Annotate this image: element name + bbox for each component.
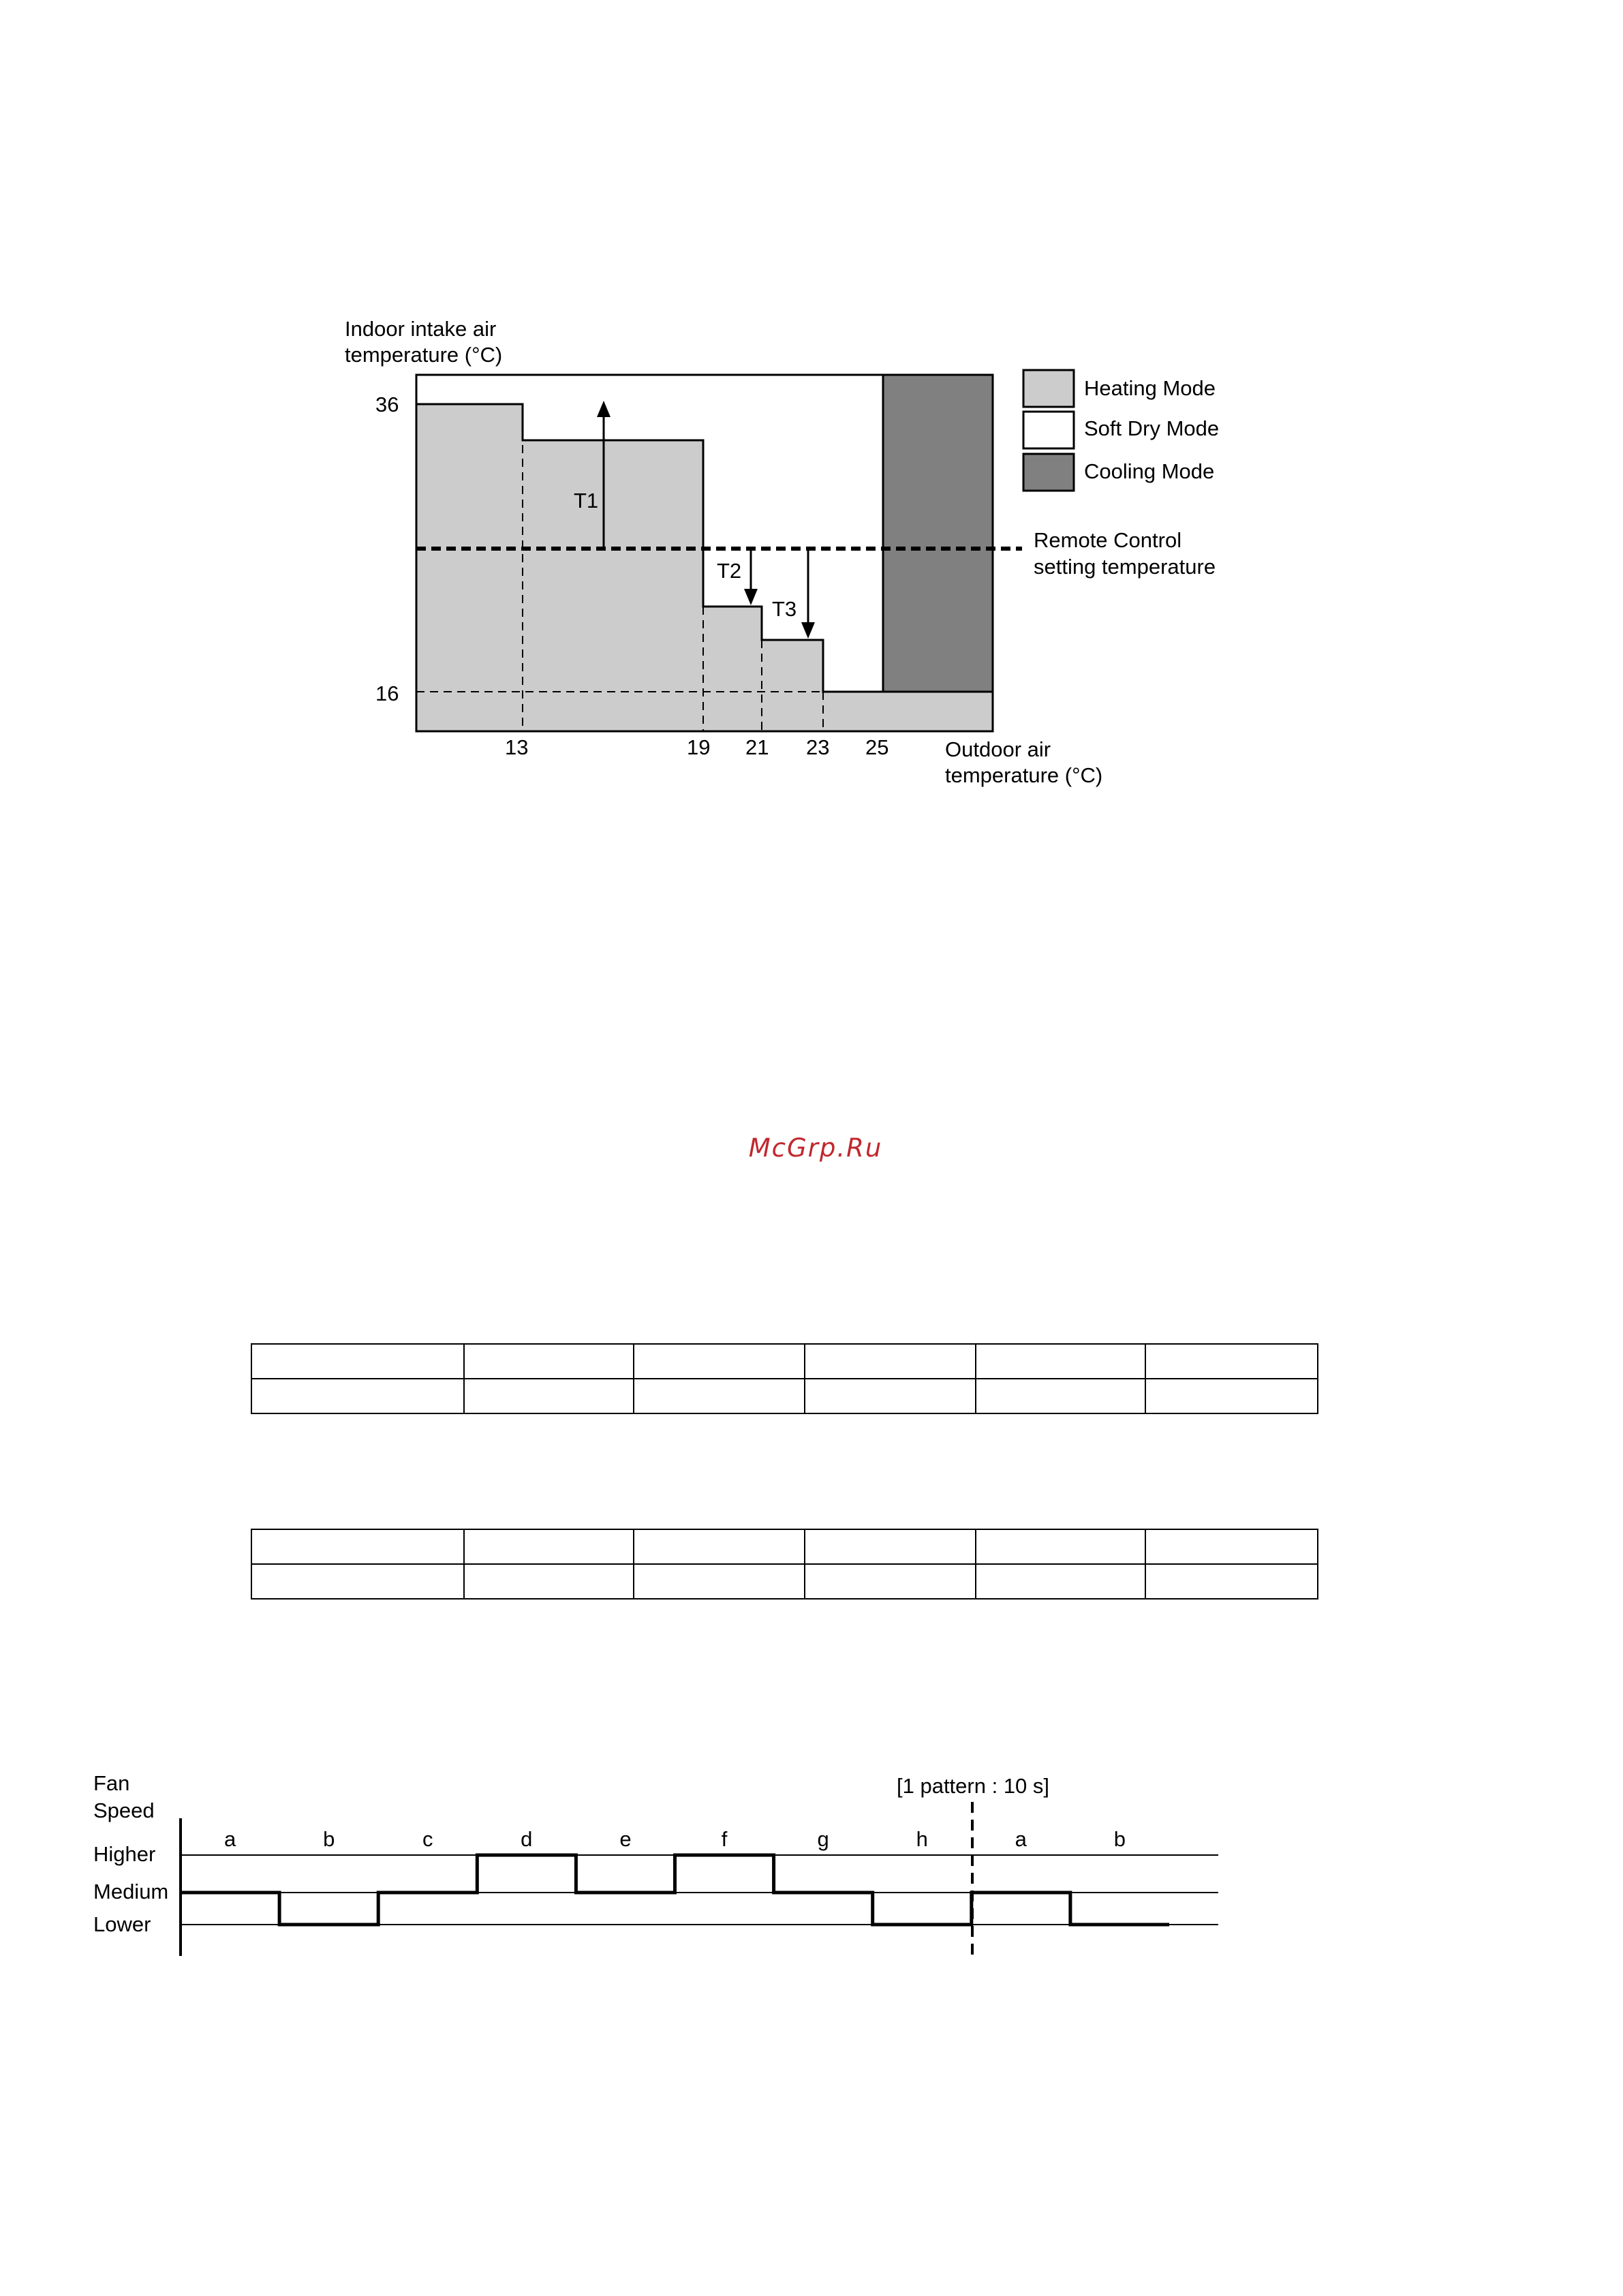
fan-speed-waveform [181,1855,1169,1925]
fan-y-label-line2: Speed [93,1798,155,1822]
legend-label-cooling: Cooling Mode [1084,459,1215,483]
legend-swatch-heating [1023,370,1074,407]
watermark: McGrp.Ru [748,1133,883,1163]
table-cell [634,1529,805,1564]
fan-y-label-line1: Fan [93,1771,130,1795]
table-1 [251,1343,1318,1414]
y-axis-label-line2: temperature (°C) [345,343,503,367]
legend [1023,370,1219,491]
table-cell [805,1529,976,1564]
table-cell [634,1344,805,1379]
arrow-label-t2: T2 [717,559,742,583]
x-tick-13: 13 [505,735,529,759]
table-cell [805,1564,976,1599]
legend-swatch-softdry [1023,412,1074,448]
table-cell [1145,1564,1318,1599]
table-row [251,1564,1318,1599]
table-cell [251,1379,464,1413]
table-cell [976,1529,1146,1564]
mode-chart [345,317,1219,787]
x-tick-19: 19 [687,735,711,759]
segment-label: b [1113,1827,1126,1851]
x-tick-23: 23 [806,735,830,759]
level-label-lower: Lower [93,1912,151,1936]
table-row [251,1344,1318,1379]
segment-label: f [721,1827,728,1851]
segment-label: d [521,1827,533,1851]
segment-label: b [323,1827,335,1851]
table-cell [251,1529,464,1564]
segment-label: a [1015,1827,1027,1851]
segment-labels [224,1827,1126,1851]
y-tick-16: 16 [375,682,399,705]
table-cell [976,1564,1146,1599]
y-axis-label-line1: Indoor intake air [345,317,497,341]
level-label-medium: Medium [93,1880,169,1903]
legend-label-softdry: Soft Dry Mode [1084,416,1220,440]
arrow-label-t1: T1 [574,489,599,512]
table-cell [251,1344,464,1379]
table-row [251,1529,1318,1564]
table-cell [464,1564,634,1599]
x-axis-label-line1: Outdoor air [945,737,1051,761]
arrow-label-t3: T3 [772,597,797,621]
table-cell [464,1529,634,1564]
segment-label: g [817,1827,829,1851]
x-axis-label-line2: temperature (°C) [945,763,1103,787]
setting-label-line1: Remote Control [1034,528,1182,552]
table-cell [634,1379,805,1413]
x-tick-21: 21 [745,735,769,759]
segment-label: e [619,1827,632,1851]
table-cell [805,1379,976,1413]
table-cell [976,1379,1146,1413]
segment-label: c [422,1827,433,1851]
setting-label-line2: setting temperature [1034,555,1216,579]
table-cell [634,1564,805,1599]
x-tick-25: 25 [865,735,889,759]
table-row [251,1379,1318,1413]
fan-speed-chart [93,1771,1218,1961]
legend-swatch-cooling [1023,454,1074,491]
level-label-higher: Higher [93,1842,156,1866]
table-cell [1145,1529,1318,1564]
cooling-region [883,375,993,692]
table-cell [464,1379,634,1413]
segment-label: h [916,1827,928,1851]
y-tick-36: 36 [375,393,399,416]
legend-label-heating: Heating Mode [1084,376,1216,400]
table-cell [1145,1344,1318,1379]
segment-label: a [223,1827,236,1851]
table-cell [976,1344,1146,1379]
table-cell [1145,1379,1318,1413]
table-2 [251,1529,1318,1599]
table-cell [805,1344,976,1379]
table-cell [251,1564,464,1599]
pattern-note: [1 pattern : 10 s] [897,1774,1050,1798]
table-cell [464,1344,634,1379]
